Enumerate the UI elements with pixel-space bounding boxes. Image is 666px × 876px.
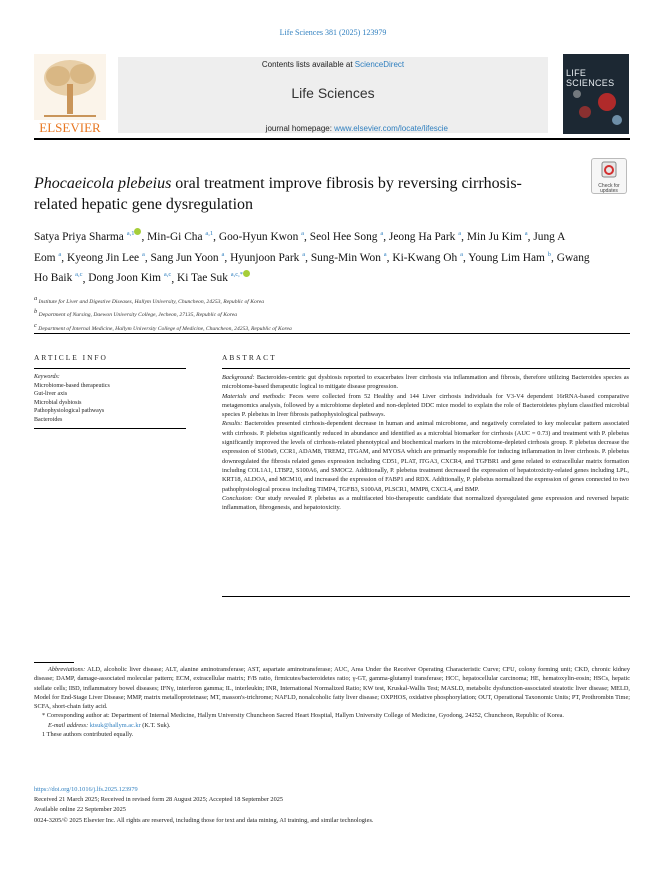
keywords-rule xyxy=(34,428,186,429)
contents-line xyxy=(118,60,548,69)
article-info-rule xyxy=(34,368,186,369)
keyword: Microbial dysbiosis xyxy=(34,399,82,406)
keyword: Bacteroides xyxy=(34,416,63,423)
elsevier-wordmark: ELSEVIER xyxy=(39,120,101,135)
author-affiliation-mark[interactable]: a xyxy=(302,250,306,258)
affiliation-item xyxy=(34,307,594,320)
email-label: E-mail address: xyxy=(48,721,90,729)
email-link[interactable]: ktsuk@hallym.ac.kr xyxy=(89,721,141,729)
keyword: Microbiome-based therapeutics xyxy=(34,382,110,389)
author-name: Jung A Eom xyxy=(34,230,565,264)
author[interactable] xyxy=(151,252,225,264)
author[interactable] xyxy=(230,252,305,264)
abstract-heading: ABSTRACT xyxy=(222,353,277,362)
author-affiliation-mark[interactable]: a xyxy=(301,230,305,237)
homepage-prefix: journal homepage: xyxy=(265,124,335,133)
author-affiliation-mark[interactable]: a,1 xyxy=(126,230,135,237)
affiliation-mark: b xyxy=(34,308,38,316)
author-affiliation-mark[interactable]: a xyxy=(458,230,462,237)
author-affiliation-mark[interactable]: a xyxy=(383,250,387,258)
abstract-end-rule xyxy=(222,596,630,597)
background-text: Bacteroides-centric gut dysbiosis reported to exacerbates liver cirrhosis via inflammation and fibrosis, therefore utilizing Bacteroides species as microbiome-based therapeutic logical to mitigate disease progression. xyxy=(222,374,629,391)
footnote-rule xyxy=(34,662,74,663)
affiliation-text: Department of Nursing, Daewon University College, Jecheon, 27135, Republic of Korea xyxy=(37,312,237,319)
author-name: Min Ju Kim xyxy=(466,230,522,243)
updates-label: Check for updates xyxy=(598,183,620,194)
author-name: Young Lim Ham xyxy=(468,251,545,264)
abstract-background xyxy=(222,373,629,392)
author[interactable] xyxy=(177,272,250,284)
cover-title: LIFE SCIENCES xyxy=(566,68,615,88)
author-affiliation-mark[interactable]: a xyxy=(58,250,62,258)
check-for-updates-button[interactable] xyxy=(591,158,627,194)
author-affiliation-mark[interactable]: a xyxy=(460,250,463,258)
author-affiliation-mark[interactable]: a,c,* xyxy=(230,271,244,279)
title-rest: oral treatment improve fibrosis by reversing cirrhosis-related hepatic gene dysregulation xyxy=(34,175,522,213)
abstract-rule xyxy=(222,368,630,369)
conclusion-text: Our study revealed P. plebeius as a multifaceted bio-therapeutic candidate that normalized dysregulated gene expression and reversed hepatic inflammation, fibrogenesis, and hepatotoxicity. xyxy=(222,494,629,512)
author-affiliation-mark[interactable]: a,c xyxy=(75,271,83,279)
journal-cover-image xyxy=(563,54,629,134)
available-online: Available online 22 September 2025 xyxy=(34,806,126,814)
abstract-body xyxy=(222,373,629,512)
affiliation-mark: a xyxy=(34,295,38,302)
orcid-icon[interactable] xyxy=(243,270,250,277)
author[interactable] xyxy=(468,252,551,264)
abstract-methods xyxy=(222,392,629,420)
methods-text: Feces were collected from 52 Healthy and 144 Liver cirrhosis individuals for V3-V4 dependent 16rRNA-based comparative metagenomics analysis, followed by a microbiome depleted and non-depleted DDC mice model to explain the role of Bacteroidetes phylum classified microbial species P. plebeius in liver fibrosis pathophysiological pathways. xyxy=(222,392,629,419)
article-title xyxy=(34,173,554,215)
updates-icon xyxy=(599,161,619,179)
orcid-icon[interactable] xyxy=(134,228,141,235)
author[interactable] xyxy=(219,231,304,243)
affiliations xyxy=(34,294,594,334)
title-species: Phocaeicola plebeius xyxy=(34,175,172,192)
author-name: Satya Priya Sharma xyxy=(34,230,124,243)
email-suffix: (K.T. Suk). xyxy=(140,721,171,729)
header-rule xyxy=(34,138,630,140)
author-name: Min-Gi Cha xyxy=(147,230,203,243)
author[interactable] xyxy=(88,272,171,284)
homepage-link[interactable]: www.elsevier.com/locate/lifescie xyxy=(334,124,448,133)
author-name: Ki-Kwang Oh xyxy=(392,251,458,264)
author-affiliation-mark[interactable]: a,c xyxy=(163,271,172,279)
author[interactable] xyxy=(147,231,213,243)
abbreviations-note xyxy=(34,665,630,711)
history-dates: Received 21 March 2025; Received in revised form 28 August 2025; Accepted 18 September 2025 xyxy=(34,796,284,804)
elsevier-logo xyxy=(34,54,106,136)
keyword: Pathophysiological pathways xyxy=(34,408,105,415)
affiliation-text: Institute for Liver and Digestive Diseases, Hallym University, Chuncheon, 24253, Republic of Korea xyxy=(37,298,265,305)
equal-contribution-note: 1 These authors contributed equally. xyxy=(42,731,134,739)
affiliation-mark: c xyxy=(34,321,37,329)
abbreviations-label: Abbreviations: xyxy=(48,666,86,673)
keyword: Gut-liver axis xyxy=(34,391,68,398)
author[interactable] xyxy=(67,252,145,264)
author-affiliation-mark[interactable]: a xyxy=(524,230,528,237)
affiliation-item xyxy=(34,294,594,307)
author[interactable] xyxy=(34,231,141,243)
publication-info xyxy=(34,785,630,826)
author[interactable] xyxy=(311,252,387,264)
journal-name: Life Sciences xyxy=(291,85,375,101)
methods-label: Materials and methods: xyxy=(222,392,286,400)
author-affiliation-mark[interactable]: a xyxy=(141,250,145,258)
keywords-block xyxy=(34,373,184,425)
affiliation-text: Department of Internal Medicine, Hallym University College of Medicine, Chuncheon, 24253, Republic of Korea xyxy=(36,325,292,332)
doi-link[interactable]: https://doi.org/10.1016/j.lfs.2025.123979 xyxy=(34,786,138,793)
journal-homepage xyxy=(118,124,548,133)
author-name: Sung-Min Won xyxy=(310,251,381,264)
author-name: Kyeong Jin Lee xyxy=(66,251,140,264)
author-name: Sang Jun Yoon xyxy=(150,251,219,264)
footnotes xyxy=(34,665,630,739)
author-name: Ki Tae Suk xyxy=(177,272,228,285)
abbreviations-text: ALD, alcoholic liver disease; ALT, alanine aminotransferase; AST, aspartate aminotransferase; AUC, Area Under the Receiver Operating Characteristic Curve; CFU, colony forming unit; CKD, chronic kidney disease; DAMP, damage-associated molecular pattern; ECM, extracellular matrix; F/B ratio, firmicutes/bacteroidetes ratio; γ-GT, gamma-glutamyl transferase; HCC, hepatocellular carcinoma; HE, hematoxylin-eosin; HSCs, hepatic stellate cells; IBD, inflammatory bowel diseases; IFNγ, interferon gamma; IL, interleukin; INR, International Normalized Ratio; KW test, Kruskal-Wallis Test; MASLD, metabolic dysfunction-associated steatotic liver disease; MELD, Model for End-Stage Liver Disease; MMP, matrix metalloproteinase; MT, masson's-trichrome; NAFLD, nonalcoholic fatty liver disease; OXPHOS, oxidative phosphorylation; OUT, Operational Taxonomic Units; PT, Prothrombin Time; SCFA, short-chain fatty acid. xyxy=(34,666,630,711)
author-name: Dong Joon Kim xyxy=(88,272,162,285)
author-affiliation-mark[interactable]: a,1 xyxy=(205,230,214,237)
front-matter-rule xyxy=(34,333,630,334)
article-info-heading: ARTICLE INFO xyxy=(34,353,108,362)
keywords-list xyxy=(34,382,184,425)
conclusion-label: Conclusion: xyxy=(222,494,253,502)
author-list: Satya Priya Sharma $^{a,1}$ , Min-Gi Cha $^{a,1}$, Goo-Hyun Kwon $^a$, Seol Hee Song $^a$, Jeong Ha Park $^a$, Min Ju Kim $^a$, Jung A Eom $^a$, Kyeong Jin Lee $^a$, Sang Jun Yoon $^a$, Hyunjoon Park $^a$, Sung-Min Won $^a$, Ki-Kwang Oh $^a$, Young Lim Ham $^b$, Gwang Ho Baik $^{a,c}$, Dong Joon Kim $^{a,c}$, Ki Tae Suk $^{a,c,*}$ xyxy=(34,230,590,285)
keywords-label: Keywords: xyxy=(34,374,60,380)
results-text: Bacteroides presented cirrhosis-dependent decrease in human and animal microbiome, and negatively correlated to key molecular pattern associated with cirrhosis. P. plebeius significantly reduced in abundance and identified as a microbial biomarker for cirrhosis (AUC = 0.73) and treatment with P. plebeius significantly improved the levels of cirrhosis-related phenotypical and biochemical markers in the microbiome-depleted cirrhosis group. P. plebeius decrease the expression of S100a9, CCR1, ADAM8, TREM2, ITGAM, and MYOSA which are primarily responsible for inducing inflammation in liver cirrhosis. P. plebeius downregulated the fibrosis related genes expression including CD51, PLAT, ITGA3, CXCR4, and TGFBR1 and gene related to extracellular matrix formation including COL1A1, LTBP2, S100A6, and SMOC2. Additionally, P. plebeius treatment decreased the expression of hepatotoxicity-related genes including LPL, KRT18, ALDOA, and MCM10, and increased the expression of FABP1 and RDX. Additionally, P. plebeius normalized the expression of genes connected to two pathophysiological process including TIMP4, TGFB3, S100A8, PLSCR1, MMP8, CXCL4, and BMP. xyxy=(222,420,629,493)
abstract-results xyxy=(222,419,629,493)
author-name: Goo-Hyun Kwon xyxy=(218,230,299,243)
author-name: Hyunjoon Park xyxy=(230,251,300,264)
sciencedirect-link[interactable]: ScienceDirect xyxy=(354,60,405,69)
copyright: 0024-3205/© 2025 Elsevier Inc. All rights are reserved, including those for text and data mining, AI training, and similar technologies. xyxy=(34,816,374,824)
contents-prefix: Contents lists available at xyxy=(261,60,355,69)
author-name: Seol Hee Song xyxy=(309,230,378,243)
abstract-conclusion xyxy=(222,494,629,513)
corresponding-note: * Corresponding author at: Department of Internal Medicine, Hallym University Chuncheon Sacred Heart Hospital, Hallym University College of Medicine, Gyodong, 24252, Chuncheon, Republic of Korea. xyxy=(42,712,564,720)
author-name: Gwang Ho Baik xyxy=(34,251,590,285)
journal-citation-link[interactable]: Life Sciences 381 (2025) 123979 xyxy=(279,28,387,37)
author[interactable] xyxy=(392,252,463,264)
email-note xyxy=(34,721,630,730)
author-name: Jeong Ha Park xyxy=(388,230,456,243)
author[interactable] xyxy=(310,231,383,243)
background-label: Background: xyxy=(222,374,255,381)
author[interactable] xyxy=(389,231,461,243)
author-affiliation-mark[interactable]: a xyxy=(221,250,225,258)
author-affiliation-mark[interactable]: b xyxy=(547,250,552,258)
author[interactable] xyxy=(467,231,528,243)
results-label: Results: xyxy=(222,420,243,428)
author-affiliation-mark[interactable]: a xyxy=(380,230,384,237)
